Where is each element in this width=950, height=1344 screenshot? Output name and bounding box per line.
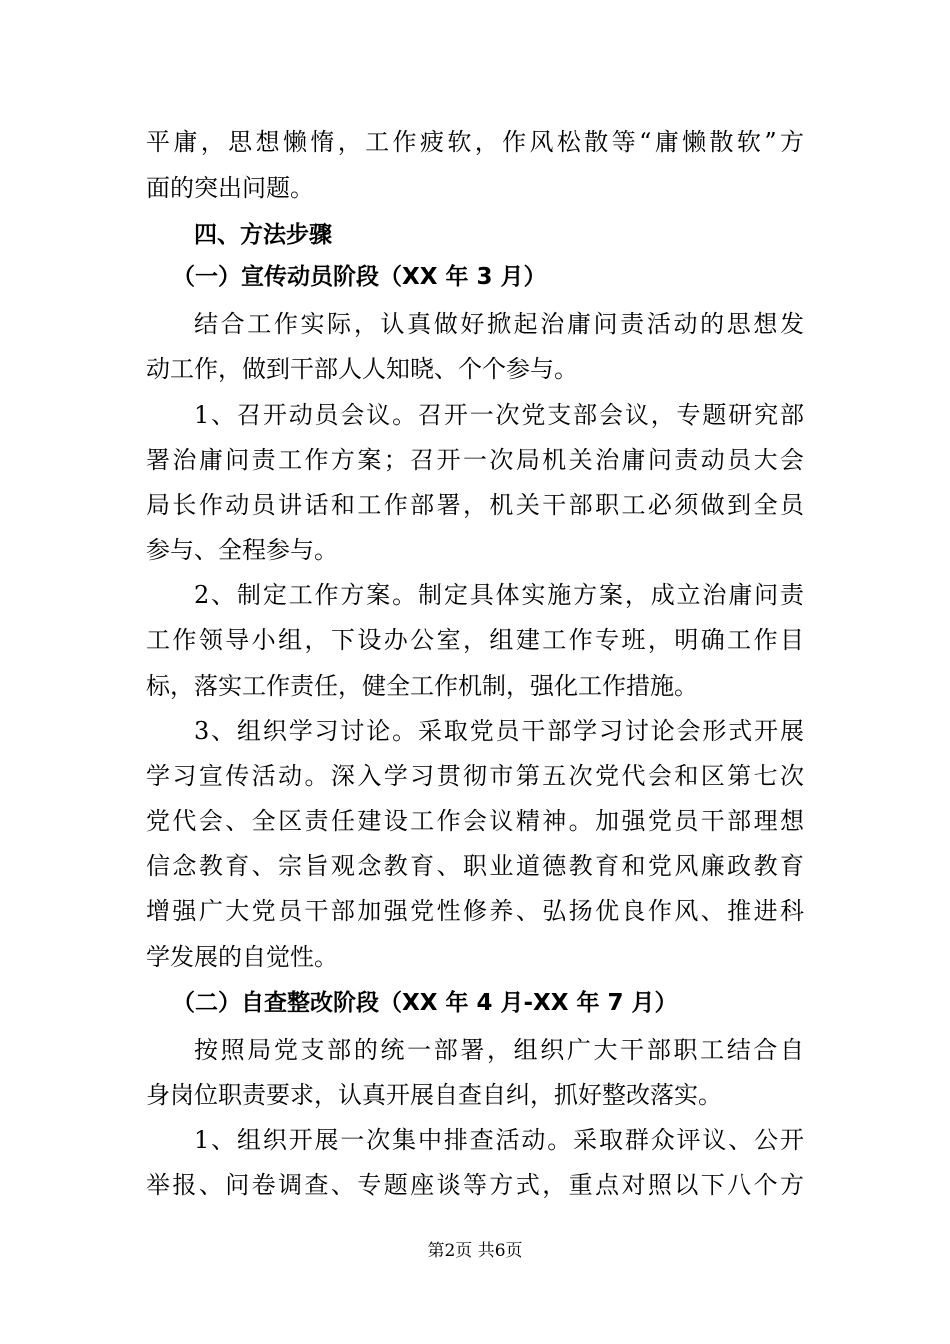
paragraph-line: 按照局党支部的统一部署，组织广大干部职工结合自 bbox=[194, 1036, 804, 1064]
paragraph-line: 学发展的自觉性。 bbox=[146, 943, 338, 971]
paragraph-line: 动工作，做到干部人人知晓、个个参与。 bbox=[146, 355, 578, 383]
paragraph-line: 身岗位职责要求，认真开展自查自纠，抓好整改落实。 bbox=[146, 1081, 722, 1109]
paragraph-line: 党代会、全区责任建设工作会议精神。加强党员干部理想 bbox=[146, 807, 804, 835]
paragraph-line: 1、召开动员会议。召开一次党支部会议，专题研究部 bbox=[194, 401, 804, 429]
section-heading: 四、方法步骤 bbox=[194, 222, 332, 248]
paragraph-line: 平庸，思想懒惰，工作疲软，作风松散等“庸懒散软”方 bbox=[146, 128, 804, 156]
paragraph-line: 标，落实工作责任，健全工作机制，强化工作措施。 bbox=[146, 672, 698, 700]
paragraph-line: 1、组织开展一次集中排查活动。采取群众评议、公开 bbox=[194, 1126, 804, 1154]
paragraph-line: 增强广大党员干部加强党性修养、弘扬优良作风、推进科 bbox=[146, 897, 804, 925]
paragraph-line: 参与、全程参与。 bbox=[146, 536, 338, 564]
paragraph-line: 3、组织学习讨论。采取党员干部学习讨论会形式开展 bbox=[194, 717, 804, 745]
paragraph-line: 工作领导小组，下设办公室，组建工作专班，明确工作目 bbox=[146, 626, 804, 654]
paragraph-line: 面的突出问题。 bbox=[146, 174, 314, 202]
paragraph-line: 局长作动员讲话和工作部署，机关干部职工必须做到全员 bbox=[146, 491, 804, 519]
paragraph-line: 举报、问卷调查、专题座谈等方式，重点对照以下八个方 bbox=[146, 1171, 804, 1199]
paragraph-line: 2、制定工作方案。制定具体实施方案，成立治庸问责 bbox=[194, 581, 804, 609]
page-footer: 第2页 共6页 bbox=[427, 1241, 523, 1261]
paragraph-line: 学习宣传活动。深入学习贯彻市第五次党代会和区第七次 bbox=[146, 762, 804, 790]
subsection-heading: （一）宣传动员阶段（XX 年 3 月） bbox=[172, 264, 547, 290]
paragraph-line: 信念教育、宗旨观念教育、职业道德教育和党风廉政教育 bbox=[146, 852, 804, 880]
subsection-heading: （二）自查整改阶段（XX 年 4 月-XX 年 7 月） bbox=[172, 990, 678, 1016]
paragraph-line: 署治庸问责工作方案；召开一次局机关治庸问责动员大会 bbox=[146, 446, 804, 474]
paragraph-line: 结合工作实际，认真做好掀起治庸问责活动的思想发 bbox=[194, 310, 804, 338]
